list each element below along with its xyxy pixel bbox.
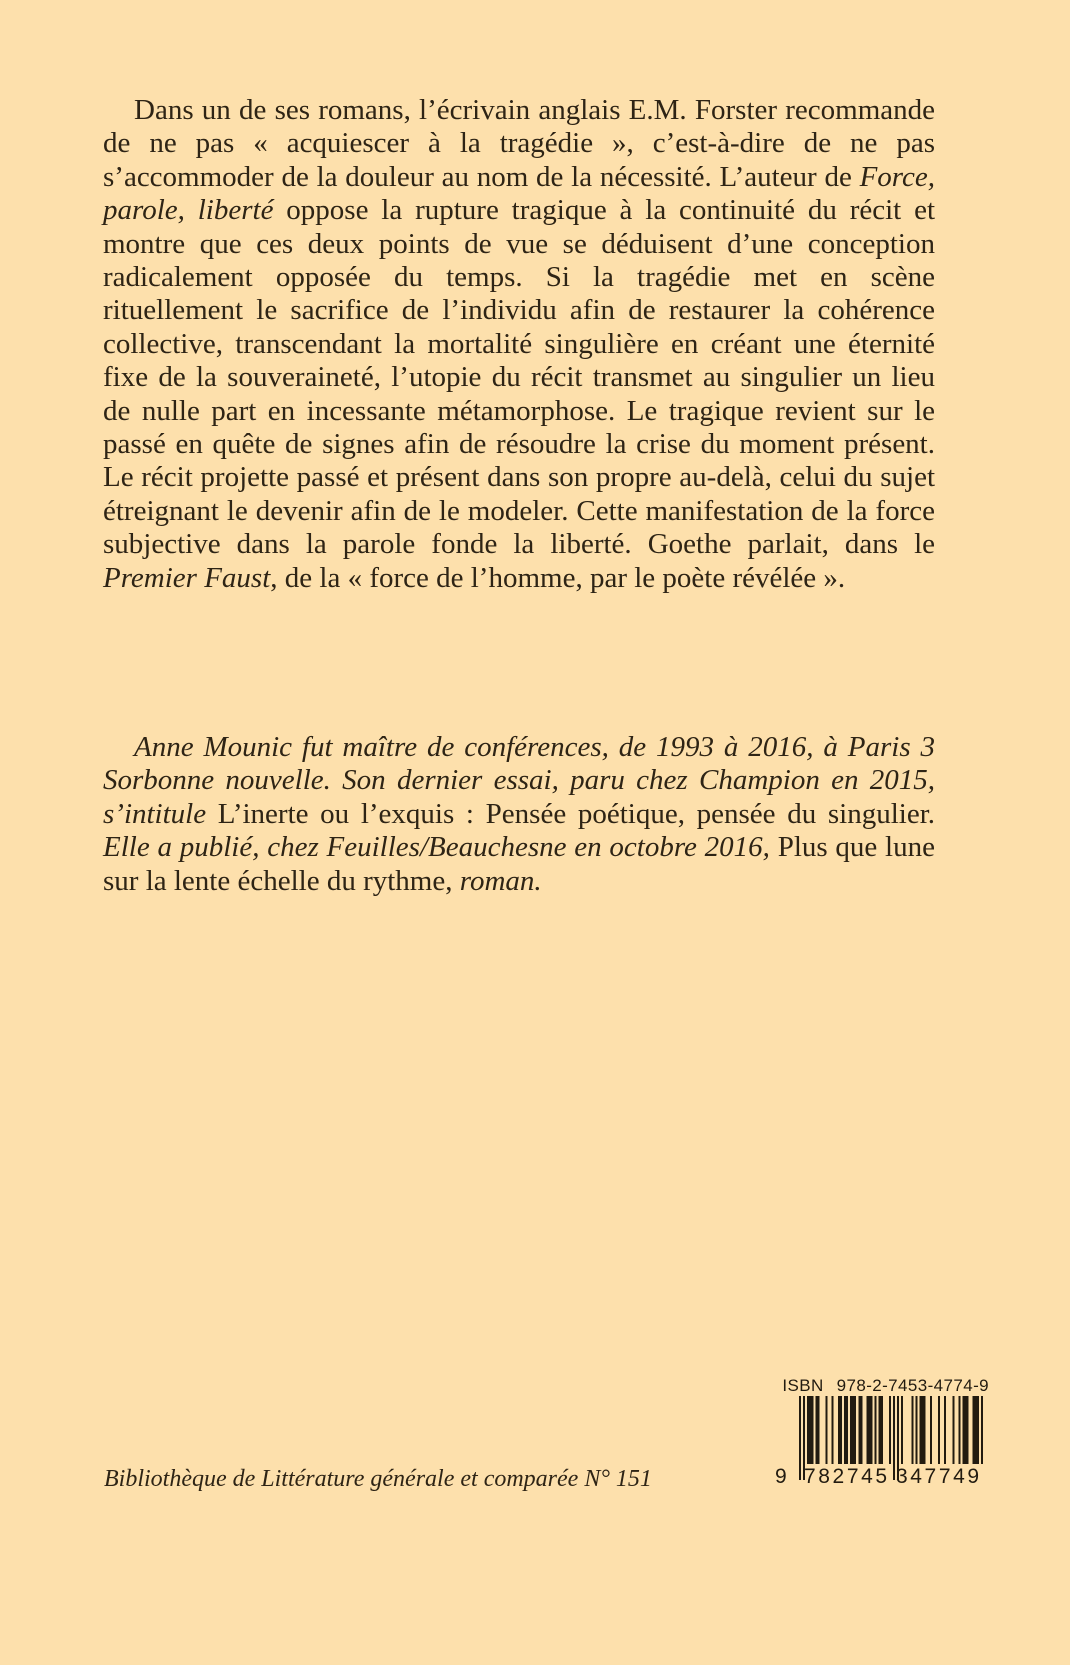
isbn-barcode-block	[775, 1376, 990, 1500]
bio-text: roman.	[452, 864, 542, 897]
isbn-line	[775, 1376, 989, 1396]
book-title-premier-faust: Premier Faust	[103, 561, 271, 594]
isbn-label: ISBN	[782, 1376, 824, 1395]
synopsis-text: Dans un de ses romans, l’écrivain anglais E.M. Forster recommande de ne pas « acquiescer à la tragédie », c’est-à-dire de ne pas s’accommoder de la douleur au nom de la nécessité. L’auteur de	[103, 94, 935, 193]
book-title-force-parole-liberte: Force, parole, liberté	[103, 160, 935, 227]
series-label: Bibliothèque de Littérature générale et comparée N° 151	[104, 1466, 652, 1492]
synopsis-text: , de la « force de l’homme, par le poète révélée ».	[270, 561, 846, 594]
author-bio-paragraph	[103, 731, 935, 898]
synopsis-paragraph	[103, 94, 935, 595]
synopsis-text: oppose la rupture tragique à la continuité du récit et montre que ces deux points de vue se déduisent d’une conception radicalement opposée du temps. Si la tragédie met en scène rituellement le sacrifice de l’individu afin de restaurer la cohérence collective, transcendant la mortalité singulière en créant une éternité fixe de la souveraineté, l’utopie du récit transmet au singulier un lieu de nulle part en incessante métamorphose. Le tragique revient sur le passé en quête de signes afin de résoudre la crise du moment présent. Le récit projette passé et présent dans son propre au-delà, celui du sujet étreignant le devenir afin de le modeler. Cette manifestation de la force subjective dans la parole fonde la liberté. Goethe parlait, dans le	[103, 194, 936, 561]
book-title-inerte-exquis: L’inerte ou l’exquis : Pensée poétique, pensée du singulier.	[217, 797, 935, 830]
barcode-digits-right-group: 347749	[896, 1465, 982, 1488]
barcode-digit-leading: 9	[775, 1465, 787, 1488]
book-title-plus-que-lune: Plus que lune sur la lente échelle du rythme,	[103, 831, 935, 897]
barcode-digits-left-group: 782745	[804, 1465, 890, 1488]
bio-text: Elle a publié, chez Feuilles/Beauchesne en octobre 2016,	[103, 831, 778, 864]
isbn-number: 978-2-7453-4774-9	[836, 1376, 989, 1395]
bio-text: Anne Mounic fut maître de conférences, de 1993 à 2016, à Paris 3 Sorbonne nouvelle. Son dernier essai, paru chez Champion en 2015, s’intitule	[103, 731, 935, 830]
